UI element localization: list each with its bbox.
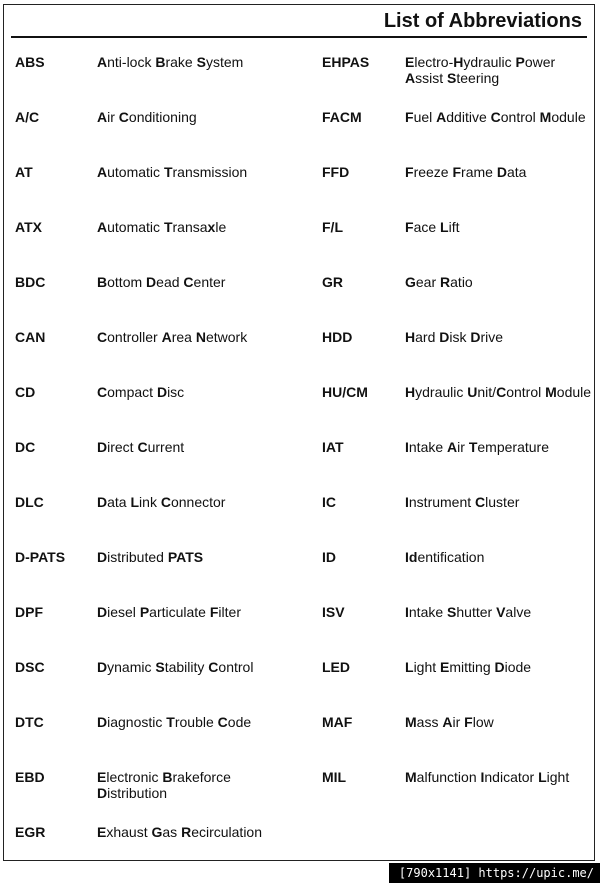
abbreviation-definition: Air Conditioning [97, 109, 197, 125]
abbreviation-definition: Electronic Brakeforce Distribution [97, 769, 231, 801]
abbreviation-definition: Anti-lock Brake System [97, 54, 244, 70]
abbreviation-term: D-PATS [15, 549, 66, 565]
abbreviation-term: F/L [322, 219, 343, 235]
image-size-footer: [790x1141] https://upic.me/ [389, 863, 600, 883]
abbreviation-definition: Hydraulic Unit/Control Module [405, 384, 592, 400]
abbreviation-definition: Instrument Cluster [405, 494, 520, 510]
abbreviation-definition: Identification [405, 549, 485, 565]
document-page [3, 4, 595, 861]
abbreviation-term: DLC [15, 494, 44, 510]
abbreviation-term: FFD [322, 164, 350, 180]
abbreviation-definition: Electro-Hydraulic Power Assist Steering [405, 54, 556, 86]
abbreviation-term: CAN [15, 329, 46, 345]
abbreviation-definition: Light Emitting Diode [405, 659, 532, 675]
abbreviation-definition: Intake Air Temperature [405, 439, 549, 455]
abbreviation-definition: Bottom Dead Center [97, 274, 226, 290]
abbreviation-definition: Gear Ratio [405, 274, 473, 290]
abbreviation-definition: Compact Disc [97, 384, 185, 400]
abbreviation-term: EGR [15, 824, 46, 840]
abbreviation-term: LED [322, 659, 350, 675]
abbreviation-definition: Exhaust Gas Recirculation [97, 824, 263, 840]
abbreviation-term: HDD [322, 329, 353, 345]
abbreviation-term: ABS [15, 54, 45, 70]
abbreviation-term: A/C [15, 109, 40, 125]
abbreviation-term: ATX [15, 219, 42, 235]
abbreviation-term: CD [15, 384, 36, 400]
abbreviation-term: MAF [322, 714, 353, 730]
abbreviation-definition: Distributed PATS [97, 549, 204, 565]
abbreviation-term: ID [322, 549, 336, 565]
abbreviation-term: IC [322, 494, 336, 510]
abbreviation-definition: Dynamic Stability Control [97, 659, 254, 675]
title-rule [11, 36, 587, 38]
abbreviation-definition: Controller Area Network [97, 329, 248, 345]
abbreviation-definition: Automatic Transaxle [97, 219, 227, 235]
abbreviation-definition: Hard Disk Drive [405, 329, 504, 345]
abbreviation-term: DSC [15, 659, 45, 675]
abbreviation-term: ISV [322, 604, 345, 620]
abbreviation-term: GR [322, 274, 343, 290]
abbreviation-definition: Automatic Transmission [97, 164, 248, 180]
abbreviation-definition: Face Lift [405, 219, 460, 235]
abbreviation-definition: Diagnostic Trouble Code [97, 714, 252, 730]
page-title: List of Abbreviations [383, 10, 582, 32]
abbreviation-term: DPF [15, 604, 43, 620]
abbreviation-term: MIL [322, 769, 347, 785]
abbreviation-term: DTC [15, 714, 44, 730]
abbreviation-definition: Freeze Frame Data [405, 164, 527, 180]
abbreviation-term: BDC [15, 274, 46, 290]
abbreviation-term: HU/CM [322, 384, 368, 400]
abbreviation-definition: Diesel Particulate Filter [97, 604, 241, 620]
abbreviation-term: IAT [322, 439, 344, 455]
abbreviation-definition: Direct Current [97, 439, 185, 455]
abbreviation-definition: Fuel Additive Control Module [405, 109, 586, 125]
abbreviation-definition: Malfunction Indicator Light [405, 769, 570, 785]
abbreviation-definition: Intake Shutter Valve [405, 604, 532, 620]
abbreviation-term: EBD [15, 769, 45, 785]
abbreviation-term: AT [15, 164, 33, 180]
abbreviation-definition: Data Link Connector [97, 494, 226, 510]
abbreviation-term: EHPAS [322, 54, 370, 70]
abbreviation-term: DC [15, 439, 36, 455]
abbreviation-term: FACM [322, 109, 362, 125]
abbreviation-definition: Mass Air Flow [405, 714, 494, 730]
